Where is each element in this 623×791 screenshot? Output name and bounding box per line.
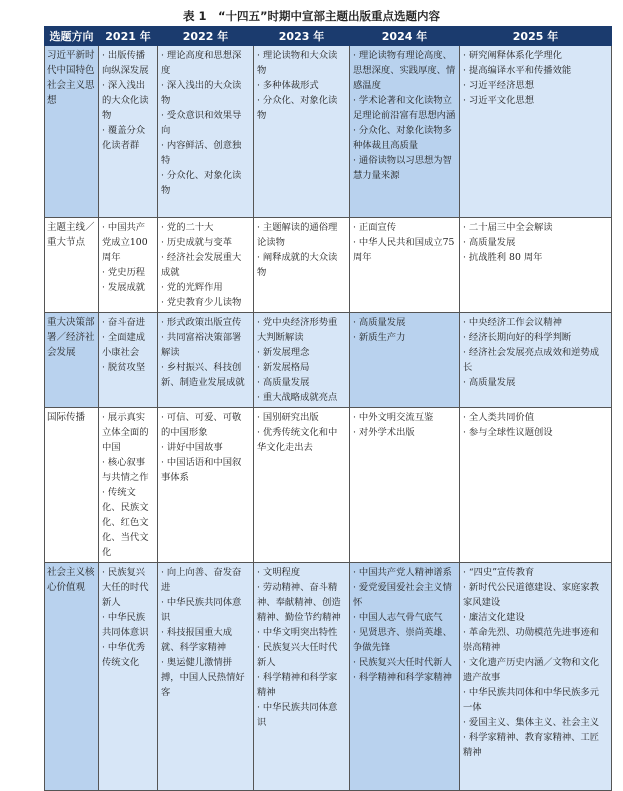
cell-item: · 理论读物和大众读物 bbox=[257, 50, 338, 76]
cell-item: · 向上向善、奋发奋进 bbox=[161, 567, 242, 593]
cell-item: · 共同富裕决策部署解读 bbox=[161, 332, 242, 358]
cell-item: · 习近平文化思想 bbox=[463, 95, 534, 106]
cell-item: · 文化遗产历史内涵／文物和文化遗产故事 bbox=[463, 657, 600, 683]
row-topic: 重大决策部署／经济社会发展 bbox=[45, 313, 99, 408]
cell-item: · 中央经济工作会议精神 bbox=[463, 317, 562, 328]
cell-item: · 党的光辉作用 bbox=[161, 282, 223, 293]
table-header-row bbox=[45, 27, 612, 46]
cell-item: · 民族复兴大任时代新人 bbox=[257, 642, 338, 668]
cell-item: · 主题解读的通俗理论读物 bbox=[257, 222, 338, 248]
table-row bbox=[45, 313, 612, 408]
cell-item: · 中国人志气骨气底气 bbox=[353, 612, 443, 623]
table-cell bbox=[99, 408, 158, 563]
cell-item: · 科学精神和科学家精神 bbox=[353, 672, 452, 683]
row-topic: 主题主线／重大节点 bbox=[45, 218, 99, 313]
cell-item: · 抗战胜利 80 周年 bbox=[463, 252, 543, 263]
cell-item: · 历史成就与变革 bbox=[161, 237, 232, 248]
cell-item: · 党的二十大 bbox=[161, 222, 214, 233]
table-cell bbox=[158, 408, 254, 563]
cell-item: · 二十届三中全会解读 bbox=[463, 222, 553, 233]
table-cell bbox=[460, 563, 612, 791]
table-cell bbox=[460, 46, 612, 218]
cell-item: · 见贤思齐、崇尚英雄、争做先锋 bbox=[353, 627, 452, 653]
cell-item: · 新发展格局 bbox=[257, 362, 310, 373]
cell-item: · 文明程度 bbox=[257, 567, 301, 578]
cell-item: · 重大战略成就亮点 bbox=[257, 392, 338, 403]
cell-item: · 经济社会发展重大成就 bbox=[161, 252, 242, 278]
table-row bbox=[45, 563, 612, 791]
table-cell bbox=[254, 46, 350, 218]
table-cell bbox=[158, 218, 254, 313]
cell-item: · 覆盖分众化读者群 bbox=[102, 125, 146, 151]
header-2025: 2025 年 bbox=[460, 27, 612, 46]
cell-item: · 提高编译水平和传播效能 bbox=[463, 65, 572, 76]
cell-item: · 中国话语和中国叙事体系 bbox=[161, 457, 242, 483]
cell-item: · 展示真实立体全面的中国 bbox=[102, 412, 149, 453]
table-cell bbox=[99, 313, 158, 408]
cell-item: · 深入浅出的大众化读物 bbox=[102, 80, 149, 121]
cell-item: · 正面宣传 bbox=[353, 222, 397, 233]
header-2022: 2022 年 bbox=[158, 27, 254, 46]
table-cell bbox=[350, 46, 460, 218]
header-2024: 2024 年 bbox=[350, 27, 460, 46]
cell-item: · 形式政策出版宣传 bbox=[161, 317, 242, 328]
cell-item: · 核心叙事与共情之作 bbox=[102, 457, 149, 483]
table-body bbox=[45, 46, 612, 791]
cell-item: · “四史”宣传教育 bbox=[463, 567, 535, 578]
cell-item: · 传统文化、民族文化、红色文化、当代文化 bbox=[102, 487, 149, 558]
table-cell bbox=[254, 563, 350, 791]
cell-item: · 理论读物有理论高度、思想深度、实践厚度、情感温度 bbox=[353, 50, 456, 91]
cell-item: · 高质量发展 bbox=[463, 377, 516, 388]
row-topic: 社会主义核心价值观 bbox=[45, 563, 99, 791]
table-caption: 表 1 “十四五”时期中宣部主题出版重点选题内容 bbox=[182, 9, 441, 23]
header-2023: 2023 年 bbox=[254, 27, 350, 46]
cell-item: · 全面建成小康社会 bbox=[102, 332, 146, 358]
cell-item: · 脱贫攻坚 bbox=[102, 362, 146, 373]
table-cell bbox=[350, 408, 460, 563]
cell-item: · 党史历程 bbox=[102, 267, 146, 278]
cell-item: · 受众意识和效果导向 bbox=[161, 110, 242, 136]
cell-item: · 中华民族共同体意识 bbox=[161, 597, 242, 623]
cell-item: · 经济社会发展亮点成效和逆势成长 bbox=[463, 347, 600, 373]
cell-item: · 发展成就 bbox=[102, 282, 146, 293]
table-cell bbox=[254, 313, 350, 408]
cell-item: · 参与全球性议题创设 bbox=[463, 427, 553, 438]
cell-item: · 科学家精神、教育家精神、工匠精神 bbox=[463, 732, 600, 758]
cell-item: · 新发展理念 bbox=[257, 347, 310, 358]
table-row bbox=[45, 218, 612, 313]
cell-item: · 廉洁文化建设 bbox=[463, 612, 525, 623]
cell-item: · 优秀传统文化和中华文化走出去 bbox=[257, 427, 338, 453]
cell-item: · 高质量发展 bbox=[257, 377, 310, 388]
cell-item: · 乡村振兴、科技创新、制造业发展成就 bbox=[161, 362, 245, 388]
table-cell bbox=[350, 313, 460, 408]
table-cell bbox=[99, 563, 158, 791]
topic-table bbox=[44, 26, 612, 791]
cell-item: · 对外学术出版 bbox=[353, 427, 415, 438]
row-topic: 习近平新时代中国特色社会主义思想 bbox=[45, 46, 99, 218]
cell-item: · 中华民族共同体和中华民族多元一体 bbox=[463, 687, 600, 713]
cell-item: · 分众化、对象化读物多种体裁且高质量 bbox=[353, 125, 452, 151]
cell-item: · 革命先烈、功勋模范先进事迹和崇高精神 bbox=[463, 627, 600, 653]
table-cell bbox=[460, 218, 612, 313]
cell-item: · 讲好中国故事 bbox=[161, 442, 223, 453]
cell-item: · 分众化、对象化读物 bbox=[257, 95, 338, 121]
cell-item: · 爱国主义、集体主义、社会主义 bbox=[463, 717, 600, 728]
cell-item: · 爱党爱国爱社会主义情怀 bbox=[353, 582, 452, 608]
table-cell bbox=[99, 46, 158, 218]
cell-item: · 党史教育少儿读物 bbox=[161, 297, 242, 308]
cell-item: · 劳动精神、奋斗精神、奉献精神、创造精神、勤俭节约精神 bbox=[257, 582, 341, 623]
cell-item: · 习近平经济思想 bbox=[463, 80, 534, 91]
table-cell bbox=[460, 408, 612, 563]
cell-item: · 奥运健儿激情拼搏，中国人民热情好客 bbox=[161, 657, 245, 698]
cell-item: · 经济长期向好的科学判断 bbox=[463, 332, 572, 343]
cell-item: · 民族复兴大任时代新人 bbox=[353, 657, 452, 668]
cell-item: · 阐释成就的大众读物 bbox=[257, 252, 338, 278]
table-cell bbox=[99, 218, 158, 313]
cell-item: · 科学精神和科学家精神 bbox=[257, 672, 338, 698]
cell-item: · 多种体裁形式 bbox=[257, 80, 319, 91]
cell-item: · 党中央经济形势重大判断解读 bbox=[257, 317, 338, 343]
cell-item: · 深入浅出的大众读物 bbox=[161, 80, 242, 106]
cell-item: · 中华民族共同体意识 bbox=[257, 702, 338, 728]
cell-item: · 中国共产党成立100周年 bbox=[102, 222, 148, 263]
cell-item: · 国别研究出版 bbox=[257, 412, 319, 423]
cell-item: · 中国共产党人精神谱系 bbox=[353, 567, 452, 578]
cell-item: · 新时代公民道德建设、家庭家教家风建设 bbox=[463, 582, 600, 608]
table-cell bbox=[158, 313, 254, 408]
table-cell bbox=[350, 563, 460, 791]
cell-item: · 高质量发展 bbox=[463, 237, 516, 248]
cell-item: · 理论高度和思想深度 bbox=[161, 50, 242, 76]
cell-item: · 科技报国重大成就、科学家精神 bbox=[161, 627, 232, 653]
table-cell bbox=[460, 313, 612, 408]
cell-item: · 分众化、对象化读物 bbox=[161, 170, 242, 196]
cell-item: · 学术论著和文化读物立足理论前沿富有思想内涵 bbox=[353, 95, 456, 121]
cell-item: · 中华优秀传统文化 bbox=[102, 642, 146, 668]
row-topic: 国际传播 bbox=[45, 408, 99, 563]
table-cell bbox=[254, 218, 350, 313]
header-topic: 选题方向 bbox=[45, 27, 99, 46]
cell-item: · 奋斗奋进 bbox=[102, 317, 146, 328]
cell-item: · 中华人民共和国成立75周年 bbox=[353, 237, 455, 263]
cell-item: · 可信、可爱、可敬的中国形象 bbox=[161, 412, 242, 438]
table-row bbox=[45, 46, 612, 218]
cell-item: · 出版传播向纵深发展 bbox=[102, 50, 149, 76]
cell-item: · 中华文明突出特性 bbox=[257, 627, 338, 638]
cell-item: · 民族复兴大任的时代新人 bbox=[102, 567, 149, 608]
header-2021: 2021 年 bbox=[99, 27, 158, 46]
cell-item: · 研究阐释体系化学理化 bbox=[463, 50, 562, 61]
table-cell bbox=[158, 563, 254, 791]
table-cell bbox=[254, 408, 350, 563]
cell-item: · 中外文明交流互鉴 bbox=[353, 412, 434, 423]
cell-item: · 高质量发展 bbox=[353, 317, 406, 328]
cell-item: · 中华民族共同体意识 bbox=[102, 612, 149, 638]
cell-item: · 全人类共同价值 bbox=[463, 412, 534, 423]
table-row bbox=[45, 408, 612, 563]
cell-item: · 通俗读物以习思想为智慧力量来源 bbox=[353, 155, 452, 181]
table-cell bbox=[350, 218, 460, 313]
cell-item: · 内容鲜活、创意独特 bbox=[161, 140, 242, 166]
table-cell bbox=[158, 46, 254, 218]
cell-item: · 新质生产力 bbox=[353, 332, 406, 343]
